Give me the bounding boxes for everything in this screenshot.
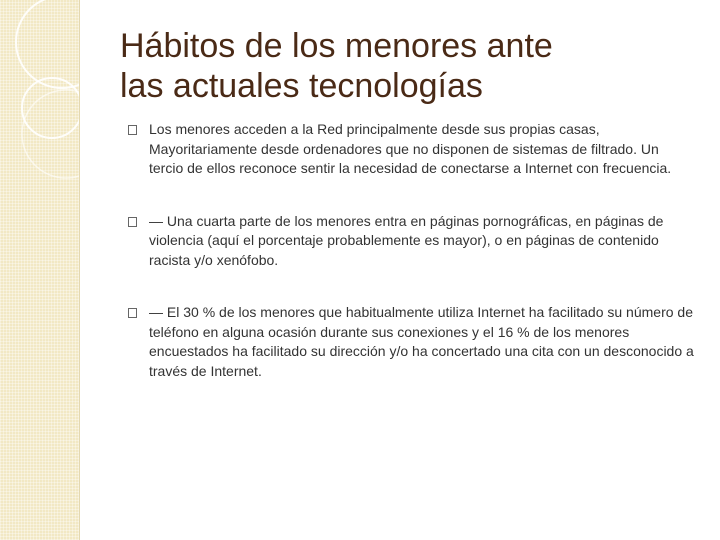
decorative-circle-large <box>16 0 79 88</box>
slide-title <box>120 26 700 106</box>
bullet-text: — Una cuarta parte de los menores entra en páginas pornográficas, en páginas de violencia (aquí el porcentaje probablemente es mayor), o en páginas de contenido racista y/o xenófobo. <box>149 212 664 268</box>
bullet-marker-icon <box>128 217 137 227</box>
decorative-side-band <box>0 0 80 540</box>
bullet-item <box>128 303 694 381</box>
bullet-text: — El 30 % de los menores que habitualmente utiliza Internet ha facilitado su número de teléfono en alguna ocasión durante sus conexiones y el 16 % de los menores encuestados ha facilitado su dirección y/o ha concertado una cita con un desconocido a través de Internet. <box>149 304 694 379</box>
slide-title-line-1: Hábitos de los menores ante <box>120 27 553 65</box>
decorative-circles <box>0 0 79 540</box>
slide-title-line-2: las actuales tecnologías <box>120 67 483 105</box>
bullet-list <box>128 120 694 414</box>
decorative-circle-outer <box>22 90 79 178</box>
bullet-marker-icon <box>128 125 137 135</box>
bullet-marker-icon <box>128 308 137 318</box>
bullet-item <box>128 212 694 271</box>
bullet-item <box>128 120 694 179</box>
bullet-text: Los menores acceden a la Red principalmente desde sus propias casas, Mayoritariamente desde ordenadores que no disponen de sistemas de filtrado. Un tercio de ellos reconoce sentir la necesidad de conectarse a Internet con frecuencia. <box>149 121 672 176</box>
